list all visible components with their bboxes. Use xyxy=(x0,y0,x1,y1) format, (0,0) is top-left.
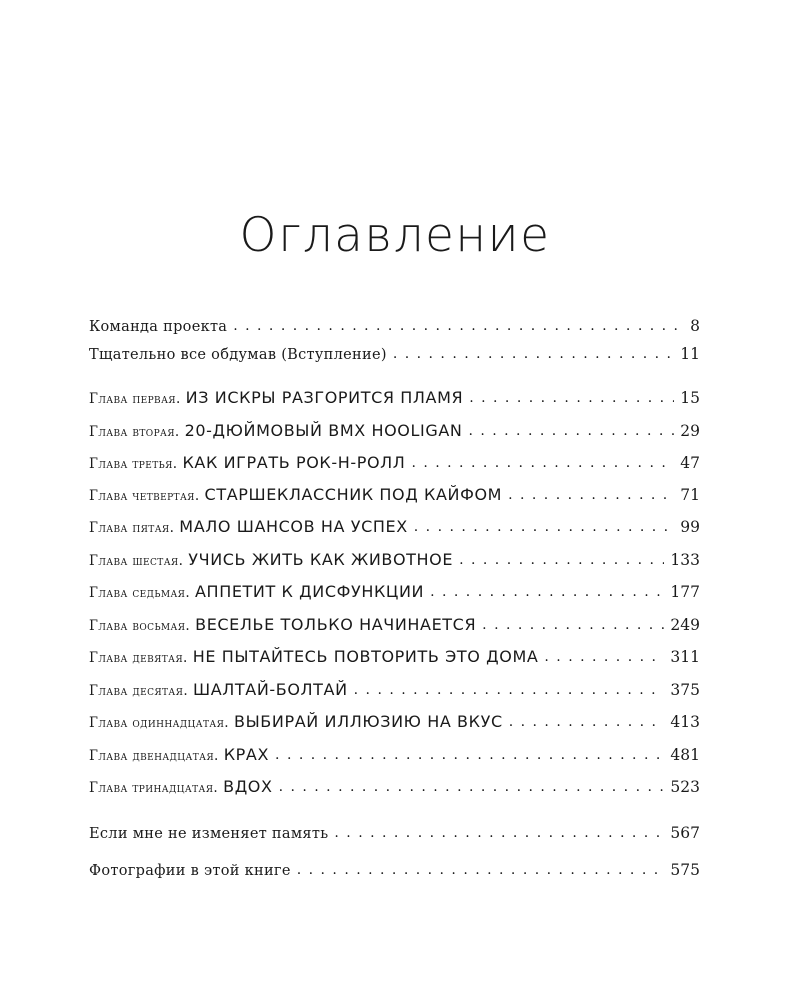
toc-entry-introduction[interactable] xyxy=(89,343,700,365)
toc-entry-page: 567 xyxy=(670,824,700,842)
toc-entry-chapter-1[interactable] xyxy=(89,387,700,409)
toc-entry-chapter-7[interactable] xyxy=(89,581,700,603)
toc-entry-page: 575 xyxy=(670,861,700,879)
chapter-prefix: Глава четвертая. xyxy=(89,488,200,504)
chapter-title: УЧИСЬ ЖИТЬ КАК ЖИВОТНОЕ xyxy=(188,550,454,569)
chapter-title: ВЕСЕЛЬЕ ТОЛЬКО НАЧИНАЕТСЯ xyxy=(195,615,477,634)
toc-entry-chapter-5[interactable] xyxy=(89,516,700,538)
toc-entry-team[interactable] xyxy=(89,315,700,337)
dot-leader xyxy=(354,678,665,701)
chapter-prefix: Глава тринадцатая. xyxy=(89,780,219,796)
dot-leader xyxy=(334,821,664,844)
chapter-prefix: Глава девятая. xyxy=(89,650,188,666)
toc-entry-label: Команда проекта xyxy=(89,319,228,335)
chapter-prefix: Глава первая. xyxy=(89,391,181,407)
dot-leader xyxy=(414,515,675,538)
toc-entry-page: 99 xyxy=(680,518,700,536)
dot-leader xyxy=(279,775,665,798)
chapter-title: ИЗ ИСКРЫ РАЗГОРИТСЯ ПЛАМЯ xyxy=(185,388,464,407)
toc-entry-chapter-2[interactable] xyxy=(89,420,700,442)
toc-entry-chapter-10[interactable] xyxy=(89,679,700,701)
toc-entry-chapter-4[interactable] xyxy=(89,484,700,506)
toc-entry-page: 523 xyxy=(670,778,700,796)
toc-entry-page: 133 xyxy=(670,551,700,569)
toc-entry-page: 29 xyxy=(680,422,700,440)
chapter-prefix: Глава восьмая. xyxy=(89,618,191,634)
chapter-title: КРАХ xyxy=(223,745,270,764)
dot-leader xyxy=(508,483,674,506)
page-title: Оглавление xyxy=(239,208,551,263)
dot-leader xyxy=(430,580,664,603)
toc-entry-page: 375 xyxy=(670,681,700,699)
toc-entry-page: 249 xyxy=(670,616,700,634)
chapter-title: 20-ДЮЙМОВЫЙ BMX HOOLIGAN xyxy=(184,421,463,440)
toc-entry-chapter-11[interactable] xyxy=(89,711,700,733)
dot-leader xyxy=(275,743,664,766)
toc-entry-chapter-12[interactable] xyxy=(89,744,700,766)
chapter-title: НЕ ПЫТАЙТЕСЬ ПОВТОРИТЬ ЭТО ДОМА xyxy=(192,647,539,666)
toc-entry-chapter-3[interactable] xyxy=(89,452,700,474)
dot-leader xyxy=(468,419,674,442)
toc-entry-chapter-9[interactable] xyxy=(89,646,700,668)
chapter-prefix: Глава двенадцатая. xyxy=(89,748,219,764)
toc-entry-page: 47 xyxy=(680,454,700,472)
chapter-title: АППЕТИТ К ДИСФУНКЦИИ xyxy=(195,582,425,601)
toc-entry-label: Тщательно все обдумав (Вступление) xyxy=(89,347,387,363)
toc-entry-page: 311 xyxy=(670,648,700,666)
chapter-title: КАК ИГРАТЬ РОК-Н-РОЛЛ xyxy=(182,453,406,472)
chapter-prefix: Глава одиннадцатая. xyxy=(89,715,230,731)
toc-entry-photos[interactable] xyxy=(89,859,700,881)
toc-entry-page: 8 xyxy=(690,317,700,335)
chapter-prefix: Глава десятая. xyxy=(89,683,189,699)
toc-entry-page: 15 xyxy=(680,389,700,407)
chapter-prefix: Глава седьмая. xyxy=(89,585,191,601)
dot-leader xyxy=(544,645,664,668)
toc-entry-memory[interactable] xyxy=(89,822,700,844)
chapter-title: ВДОХ xyxy=(223,777,273,796)
dot-leader xyxy=(233,314,684,337)
toc-entry-page: 481 xyxy=(670,746,700,764)
toc-entry-label: Фотографии в этой книге xyxy=(89,863,291,879)
toc-entry-chapter-6[interactable] xyxy=(89,549,700,571)
chapter-prefix: Глава вторая. xyxy=(89,424,180,440)
dot-leader xyxy=(482,613,664,636)
toc-entry-page: 71 xyxy=(680,486,700,504)
chapter-title: ВЫБИРАЙ ИЛЛЮЗИЮ НА ВКУС xyxy=(234,712,503,731)
chapter-prefix: Глава шестая. xyxy=(89,553,184,569)
dot-leader xyxy=(393,342,674,365)
chapter-title: МАЛО ШАНСОВ НА УСПЕХ xyxy=(179,517,408,536)
toc-entry-page: 11 xyxy=(680,345,700,363)
chapter-title: СТАРШЕКЛАССНИК ПОД КАЙФОМ xyxy=(204,485,503,504)
chapter-prefix: Глава третья. xyxy=(89,456,178,472)
dot-leader xyxy=(469,386,674,409)
toc-entry-label: Если мне не изменяет память xyxy=(89,826,329,842)
chapter-prefix: Глава пятая. xyxy=(89,520,175,536)
dot-leader xyxy=(411,451,674,474)
chapter-title: ШАЛТАЙ-БОЛТАЙ xyxy=(193,680,348,699)
toc-entry-chapter-13[interactable] xyxy=(89,776,700,798)
toc-entry-page: 177 xyxy=(670,583,700,601)
dot-leader xyxy=(509,710,665,733)
dot-leader xyxy=(297,858,665,881)
toc-entry-chapter-8[interactable] xyxy=(89,614,700,636)
toc-entry-page: 413 xyxy=(670,713,700,731)
dot-leader xyxy=(459,548,664,571)
